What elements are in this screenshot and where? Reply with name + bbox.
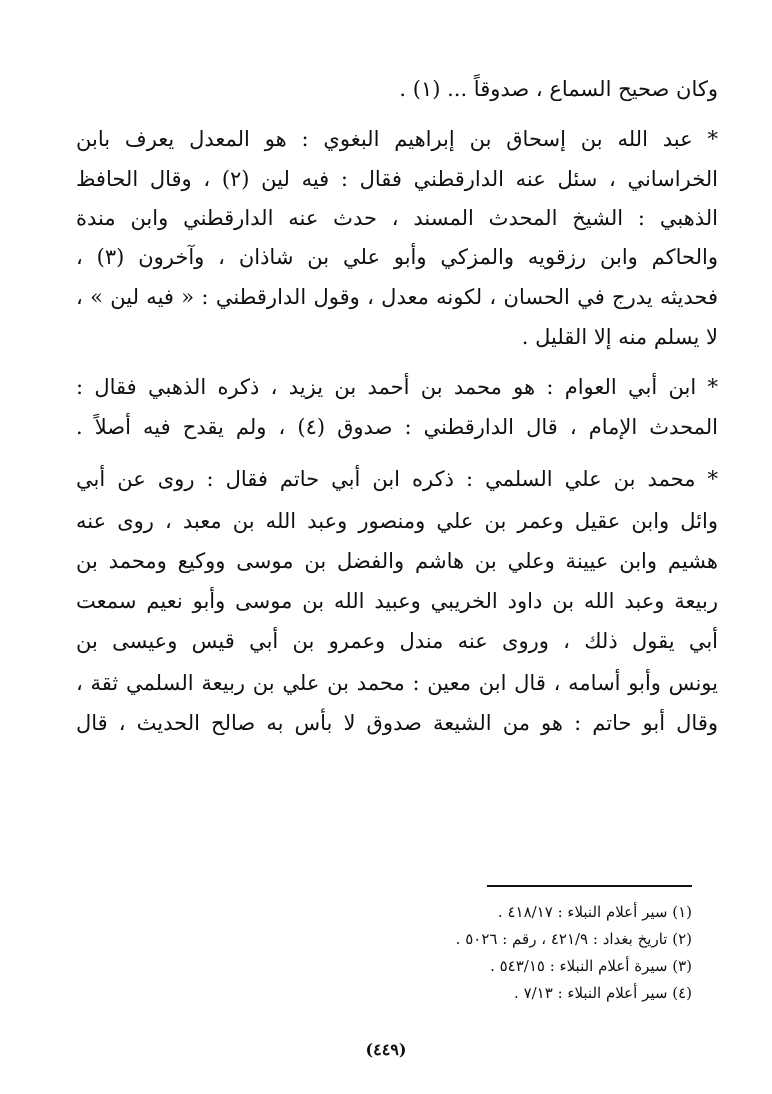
text-line: هشيم وابن عيينة وعلي بن هاشم والفضل بن موسى ووكيع ومحمد بن (76, 549, 718, 573)
text-line: وقال أبو حاتم : هو من الشيعة صدوق لا بأس به صالح الحديث ، قال (76, 711, 718, 735)
text-line: * عبد الله بن إسحاق بن إبراهيم البغوي : هو المعدل يعرف بابن (76, 127, 718, 151)
footnote: (٤) سير أعلام النبلاء : ٧/١٣ . (514, 984, 692, 1002)
text-line: لا يسلم منه إلا القليل . (521, 325, 718, 349)
text-line: أبي يقول ذلك ، وروى عنه مندل وعمرو بن أبي قيس وعيسى بن (76, 629, 718, 653)
text-line: وائل وابن عقيل وعمر بن علي ومنصور وعبد الله بن معبد ، روى عنه (76, 509, 718, 533)
footnote: (١) سير أعلام النبلاء : ٤١٨/١٧ . (497, 903, 692, 921)
text-line: يونس وأبو أسامه ، قال ابن معين : محمد بن علي بن ربيعة السلمي ثقة ، (76, 671, 718, 695)
text-line: ربيعة وعبد الله بن داود الخريبي وعبيد الله بن موسى وأبو نعيم سمعت (76, 589, 718, 613)
text-line: * محمد بن علي السلمي : ذكره ابن أبي حاتم فقال : روى عن أبي (76, 467, 718, 491)
footnote: (٢) تاريخ بغداد : ٤٢١/٩ ، رقم : ٥٠٢٦ . (455, 930, 692, 948)
text-line: المحدث الإمام ، قال الدارقطني : صدوق (٤) ، ولم يقدح فيه أصلاً . (76, 415, 718, 439)
footnote-divider (487, 885, 692, 887)
text-line: والحاكم وابن رزقويه والمزكي وأبو علي بن شاذان ، وآخرون (٣) ، (76, 245, 718, 269)
footnote: (٣) سيرة أعلام النبلاء : ٥٤٣/١٥ . (490, 957, 692, 975)
text-line: وكان صحيح السماع ، صدوقاً ... (١) . (399, 77, 718, 101)
text-line: الذهبي : الشيخ المحدث المسند ، حدث عنه الدارقطني وابن مندة (76, 206, 718, 230)
text-line: فحديثه يدرج في الحسان ، لكونه معدل ، وقول الدارقطني : « فيه لين » ، (76, 285, 718, 309)
text-line: الخراساني ، سئل عنه الدارقطني فقال : فيه لين (٢) ، وقال الحافظ (76, 167, 718, 191)
text-line: * ابن أبي العوام : هو محمد بن أحمد بن يزيد ، ذكره الذهبي فقال : (76, 375, 718, 399)
page-number: (٤٤٩) (365, 1040, 407, 1059)
